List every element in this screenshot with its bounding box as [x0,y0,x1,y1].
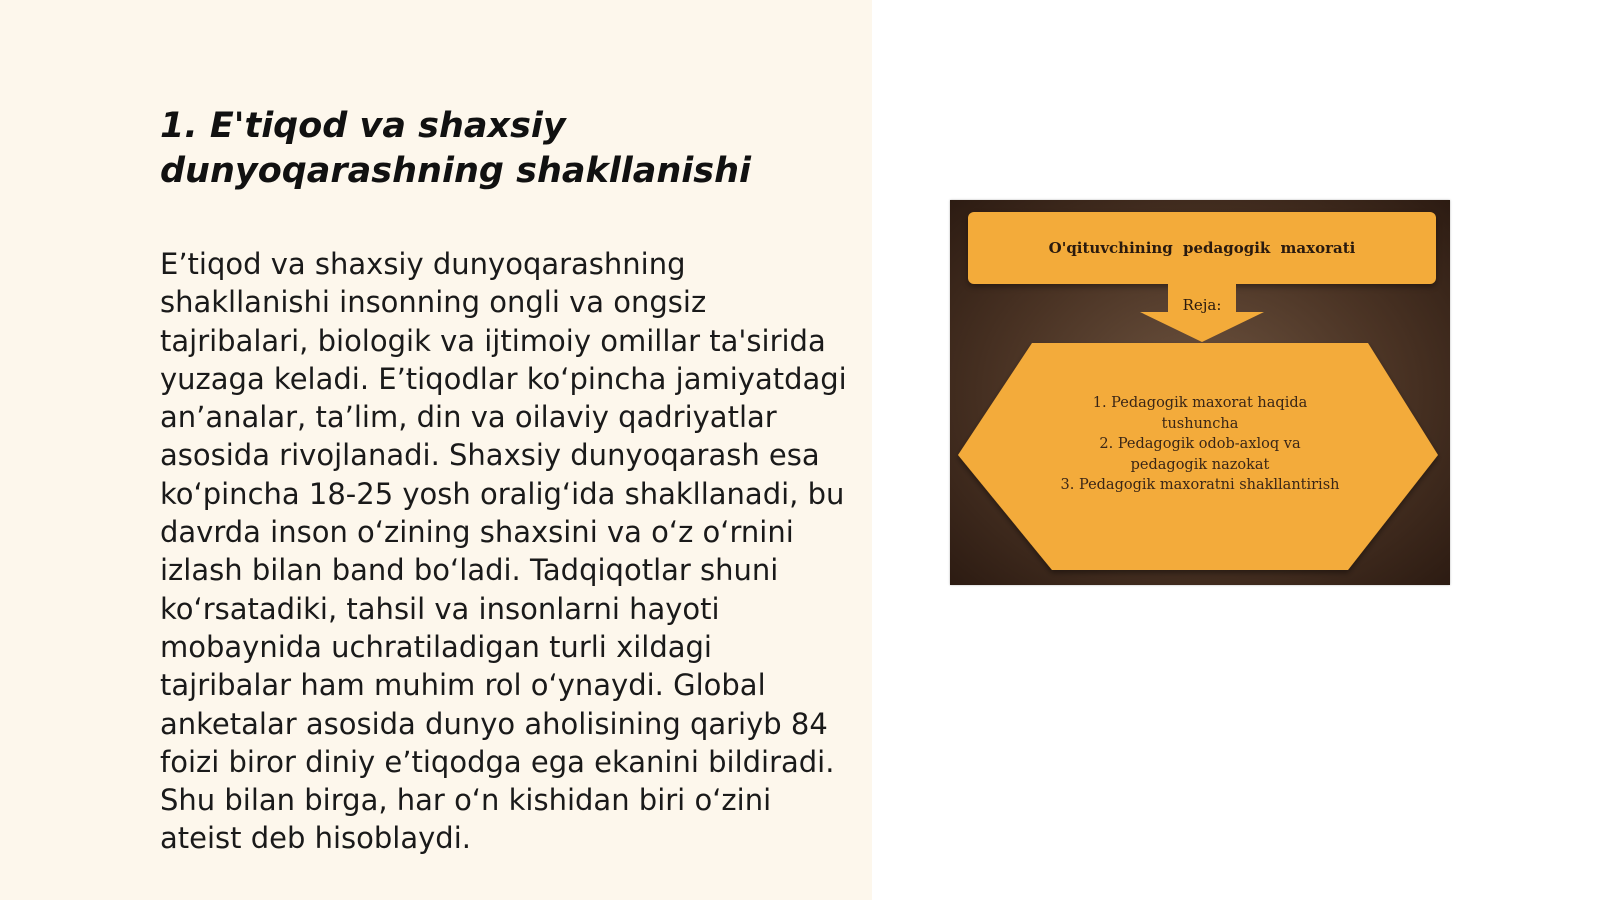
plan-list [1060,393,1340,496]
plan-item: 3. Pedagogik maxoratni shakllantirish [1060,477,1340,493]
banner-box [968,212,1436,284]
banner-title: O'qituvchining pedagogik maxorati [1048,239,1356,257]
plan-item: 2. Pedagogik odob-axloq va pedagogik nazokat [1099,436,1301,473]
slide-body-text: E’tiqod va shaxsiy dunyoqarashning shakllanishi insonning ongli va ongsiz tajribalari, biologik va ijtimoiy omillar ta'sirida yuzaga keladi. E’tiqodlar ko‘pincha jamiyatdagi an’analar, ta’lim, din va oilaviy qadriyatlar asosida rivojlanadi. Shaxsiy dunyoqarash esa ko‘pincha 18-25 yosh oralig‘ida shakllanadi, bu davrda inson o‘zining shaxsini va o‘z o‘rnini izlash bilan band bo‘ladi. Tadqiqotlar shuni ko‘rsatadiki, tahsil va insonlarni hayoti mobaynida uchratiladigan turli xildagi tajribalar ham muhim rol o‘ynaydi. Global anketalar asosida dunyo aholisining qariyb 84 foizi biror diniy e’tiqodga ega ekanini bildiradi. Shu bilan birga, har o‘n kishidan biri o‘zini ateist deb hisoblaydi. [160,247,847,856]
slide-title: 1. E'tiqod va shaxsiy dunyoqarashning shakllanishi [160,106,752,191]
arrow-label: Reja: [1182,296,1222,314]
pedagogy-plan-image [950,200,1450,585]
down-arrow-icon [1140,284,1264,344]
plan-item: 1. Pedagogik maxorat haqida tushuncha [1092,395,1308,432]
